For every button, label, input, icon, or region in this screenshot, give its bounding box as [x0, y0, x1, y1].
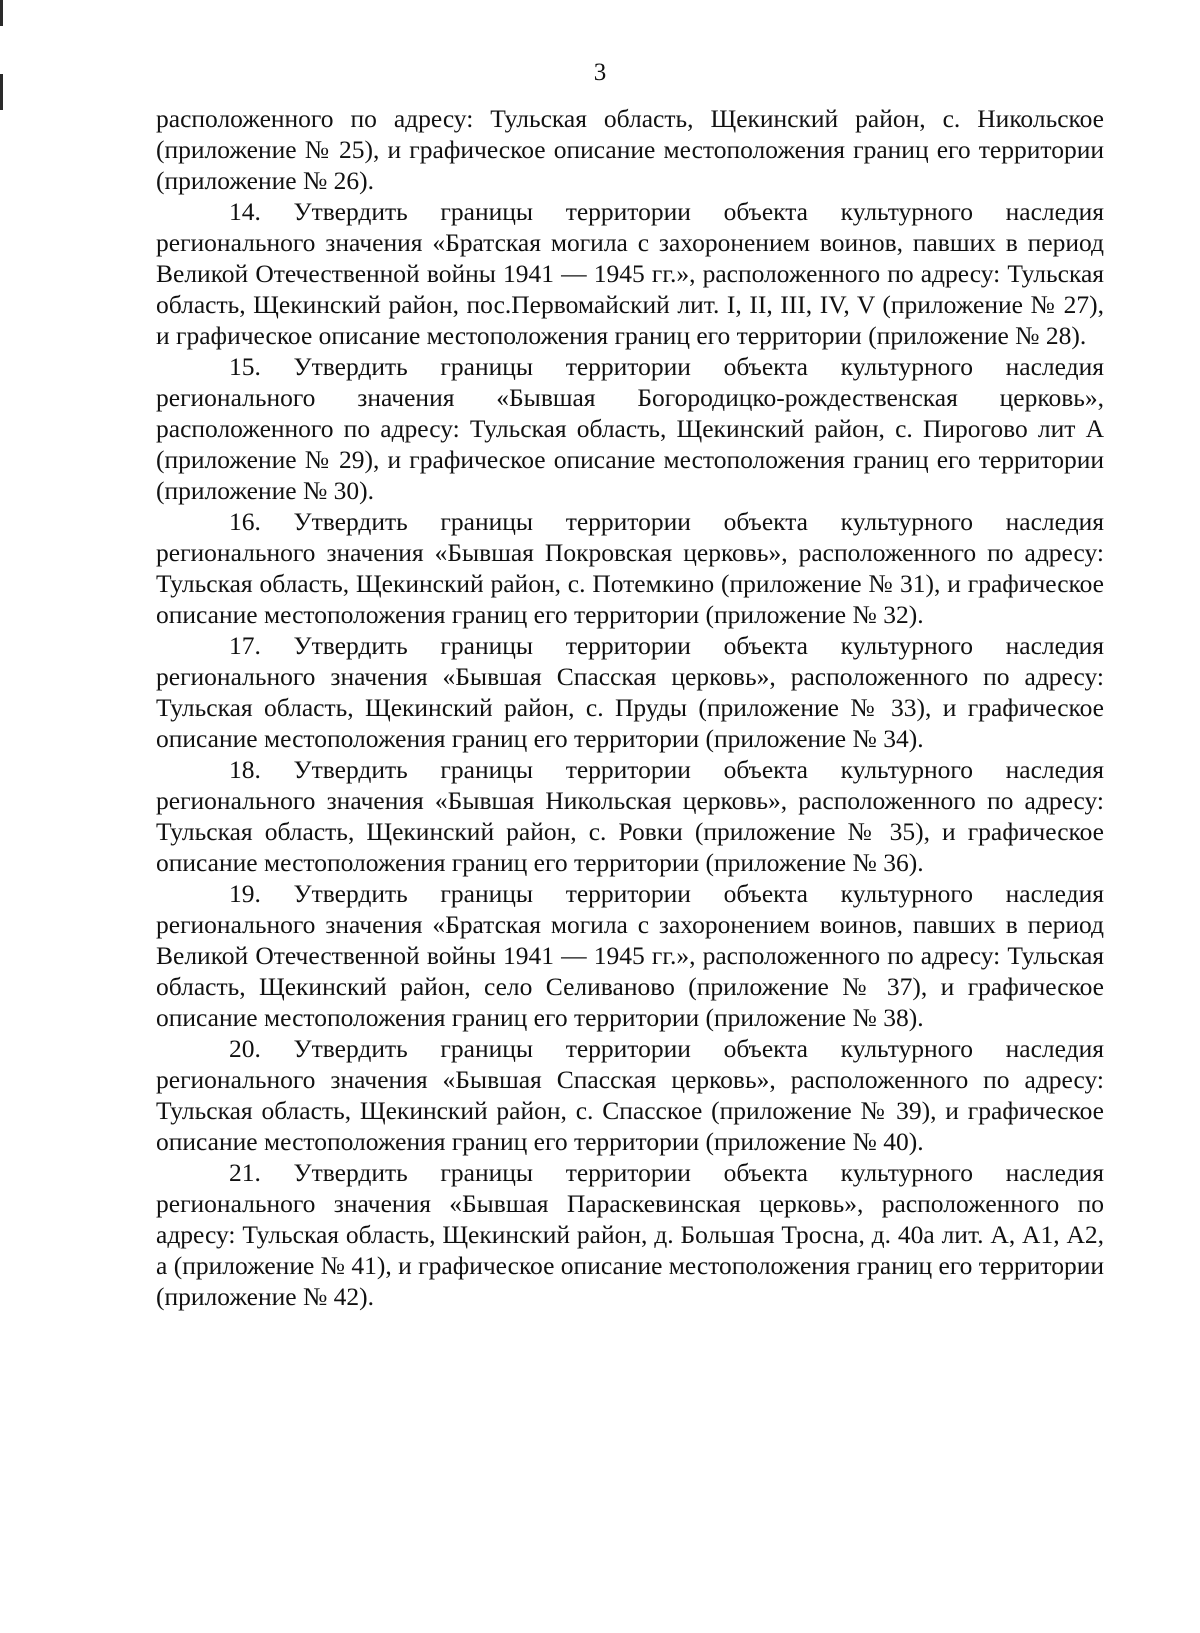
page-number: 3: [593, 59, 607, 86]
paragraph-17: 17. Утвердить границы территории объекта культурного наследия регионального значения «Бывшая Спасская церковь», расположенного по адресу: Тульская область, Щекинский район, с. Пруды (приложение № 33), и графическое описание местоположения границ его территории (приложение № 34).: [156, 631, 1104, 753]
paragraph-21: 21. Утвердить границы территории объекта культурного наследия регионального значения «Бывшая Параскевинская церковь», расположенного по адресу: Тульская область, Щекинский район, д. Большая Тросна, д. 40а лит. А, А1, А2, а (приложение № 41), и графическое описание местоположения границ его территории (приложение № 42).: [156, 1158, 1104, 1311]
intro-paragraph: расположенного по адресу: Тульская область, Щекинский район, с. Никольское (приложение № 25), и графическое описание местоположения границ его территории (приложение № 26).: [156, 104, 1104, 195]
paragraph-15: 15. Утвердить границы территории объекта культурного наследия регионального значения «Бывшая Богородицко-рождественская церковь», расположенного по адресу: Тульская область, Щекинский район, с. Пирогово лит А (приложение № 29), и графическое описание местоположения границ его территории (приложение № 30).: [156, 352, 1104, 505]
scan-edge-mark: [0, 0, 3, 26]
paragraph-20: 20. Утвердить границы территории объекта культурного наследия регионального значения «Бывшая Спасская церковь», расположенного по адресу: Тульская область, Щекинский район, с. Спасское (приложение № 39), и графическое описание местоположения границ его территории (приложение № 40).: [156, 1034, 1104, 1156]
paragraph-14: 14. Утвердить границы территории объекта культурного наследия регионального значения «Братская могила с захоронением воинов, павших в период Великой Отечественной войны 1941 — 1945 гг.», расположенного по адресу: Тульская область, Щекинский район, пос.Первомайский лит. I, II, III, IV, V (приложение № 27), и графическое описание местоположения границ его территории (приложение № 28).: [156, 197, 1104, 350]
paragraph-19: 19. Утвердить границы территории объекта культурного наследия регионального значения «Братская могила с захоронением воинов, павших в период Великой Отечественной войны 1941 — 1945 гг.», расположенного по адресу: Тульская область, Щекинский район, село Селиваново (приложение № 37), и графическое описание местоположения границ его территории (приложение № 38).: [156, 879, 1104, 1032]
document-body: [156, 103, 1104, 1312]
paragraph-16: 16. Утвердить границы территории объекта культурного наследия регионального значения «Бывшая Покровская церковь», расположенного по адресу: Тульская область, Щекинский район, с. Потемкино (приложение № 31), и графическое описание местоположения границ его территории (приложение № 32).: [156, 507, 1104, 629]
paragraph-18: 18. Утвердить границы территории объекта культурного наследия регионального значения «Бывшая Никольская церковь», расположенного по адресу: Тульская область, Щекинский район, с. Ровки (приложение № 35), и графическое описание местоположения границ его территории (приложение № 36).: [156, 755, 1104, 877]
